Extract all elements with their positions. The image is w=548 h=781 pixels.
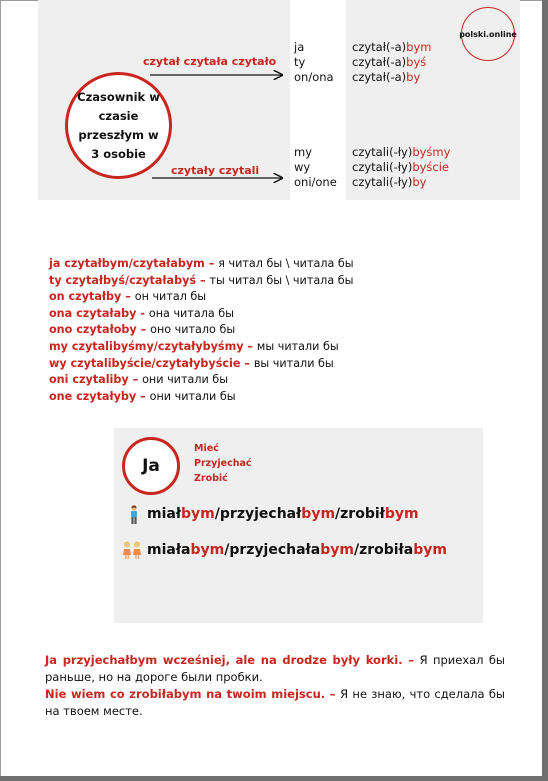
pronoun-circle: Ja — [122, 437, 180, 495]
pronoun: ja — [294, 40, 305, 54]
singular-arrow-label: czytał czytała czytało — [143, 55, 277, 68]
singular-forms — [352, 40, 431, 85]
pronoun: my — [294, 145, 313, 159]
two-women-icon — [122, 541, 142, 559]
infinitive: Przyjechać — [194, 458, 252, 469]
feminine-phrase: miałabym/przyjechałabym/zrobiłabym — [147, 542, 447, 558]
verb-form: czytali(-ły)by — [352, 175, 427, 189]
infinitive: Mieć — [194, 443, 219, 454]
example-sentence: Ja przyjechałbym wcześniej, ale na drodze były korki. – Я приехал бы раньше, но на дороге были пробки. — [45, 653, 506, 684]
logo: polski.online — [461, 7, 515, 61]
pronoun: wy — [294, 160, 311, 174]
masculine-phrase: miałbym/przyjechałbym/zrobiłbym — [147, 506, 419, 522]
infinitives-list — [194, 441, 252, 486]
plural-arrow-label: czytały czytali — [171, 164, 260, 177]
plural-forms — [352, 145, 450, 190]
list-item: my czytalibyśmy/czytałybyśmy – мы читали бы — [49, 339, 339, 353]
example-sentences — [45, 652, 505, 720]
pronoun: oni/one — [294, 175, 337, 189]
list-item: ona czytałaby - она читала бы — [49, 306, 234, 320]
example-sentence: Nie wiem co zrobiłabym na twoim miejscu. – Я не знаю, что сделала бы на твоем месте. — [45, 687, 505, 718]
verb-form: czytał(-a)bym — [352, 40, 432, 54]
verb-form: czytali(-ły)byśmy — [352, 145, 451, 159]
verb-form: czytał(-a)byś — [352, 55, 427, 69]
man-icon — [128, 505, 140, 525]
verb-circle — [65, 72, 172, 179]
verb-form: czytali(-ły)byście — [352, 160, 450, 174]
singular-pronouns — [294, 40, 334, 85]
pronoun: on/ona — [294, 70, 334, 84]
list-item: on czytałby – он читал бы — [49, 290, 207, 304]
list-item: ty czytałbyś/czytałabyś – ты читал бы \ читала бы — [49, 273, 354, 287]
pronoun: ty — [294, 55, 306, 69]
circle-text: Czasownik w czasie przeszłym w 3 osobie — [77, 89, 160, 161]
list-item: oni czytaliby – они читали бы — [49, 373, 229, 387]
infinitive: Zrobić — [194, 473, 228, 484]
translations-list — [49, 256, 354, 405]
list-item: wy czytalibyście/czytałybyście – вы читали бы — [49, 356, 334, 370]
verb-form: czytał(-a)by — [352, 70, 421, 84]
page-shadow-bottom — [0, 776, 548, 781]
plural-pronouns — [294, 145, 337, 190]
list-item: ono czytałoby – оно читало бы — [49, 323, 236, 337]
list-item: ja czytałbym/czytałabym – я читал бы \ читала бы — [49, 257, 354, 270]
list-item: one czytałyby – они читали бы — [49, 389, 236, 403]
